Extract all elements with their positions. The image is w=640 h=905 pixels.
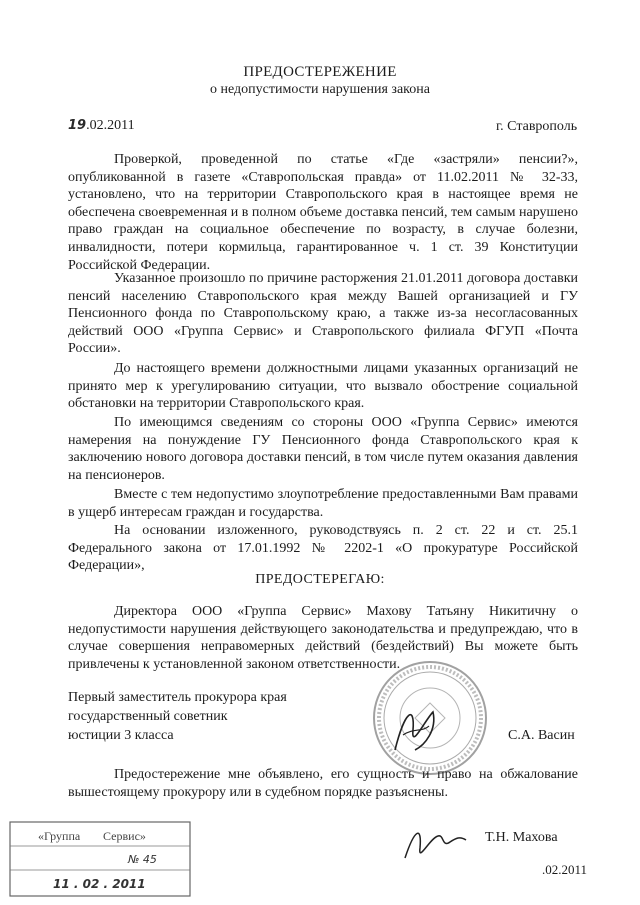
paragraph-3: До настоящего времени должностными лицами указанных организаций не принято мер к урегулированию ситуации, что вызвало обострение социальной обстановки на территории Ставропольского края. [68,361,578,412]
recipient-signature [400,818,470,868]
acknowledgement-text: Предостережение мне объявлено, его сущность и право на обжалование вышестоящему прокурору или в судебном порядке разъяснены. [68,767,578,800]
prosecutor-signature [385,700,445,760]
signatory-title-line-1: Первый заместитель прокурора края [68,690,287,705]
incoming-stamp-org: «Группа [38,829,81,843]
paragraph-5: Вместе с тем недопустимо злоупотребление предоставленными Вам правами в ущерб интересам граждан и государства. [68,487,578,520]
signatory-title-line-2: государственный советник [68,709,228,724]
paragraph-4: По имеющимся сведениям со стороны ООО «Группа Сервис» имеются намерения на понуждение ГУ Пенсионного фонда Ставропольского края к заключению нового договора доставки пенсий, в том числе путем оказания давления на пенсионеров. [68,415,578,483]
warning-heading: ПРЕДОСТЕРЕГАЮ: [255,572,385,587]
date-month-year: .02.2011 [86,118,135,133]
date-day-handwritten: 19 [68,118,87,133]
paragraph-2: Указанное произошло по причине расторжения 21.01.2011 договора доставки пенсий населению Ставропольского края между Вашей организацией и ГУ Пенсионного фонда по Ставропольскому краю, а также из-за несогласованных действий ООО «Группа Сервис» и Ставропольского филиала ФГУП «Почта России». [68,271,578,357]
document-date [68,118,135,134]
incoming-stamp-org-2: Сервис» [103,829,146,843]
recipient-name: Т.Н. Махова [485,830,558,845]
paragraph-1: Проверкой, проведенной по статье «Где «застряли» пенсии?», опубликованной в газете «Ставропольская правда» от 11.02.2011 № 32-33, установлено, что на территории Ставропольского края в настоящее время не обеспечена своевременная и в полном объеме доставка пенсий, тем самым нарушено право граждан на социальное обеспечение по возрасту, в случае болезни, инвалидности, потери кормильца, гарантированное ч. 1 ст. 39 Конституции Российской Федерации. [68,152,578,273]
document-subtitle: о недопустимости нарушения закона [210,82,430,97]
incoming-stamp-number: № 45 [128,853,157,866]
signatory-name: С.А. Васин [508,728,575,743]
incoming-registration-stamp [8,820,238,898]
signatory-title-line-3: юстиции 3 класса [68,728,174,743]
document-city: г. Ставрополь [496,119,578,134]
document-title: ПРЕДОСТЕРЕЖЕНИЕ [243,64,397,80]
warning-text: Директора ООО «Группа Сервис» Махову Татьяну Никитичну о недопустимости нарушения действующего законодательства и предупреждаю, что в случае совершения неправомерных действий (бездействий) Вы можете быть привлечены к установленной законом ответственности. [68,604,578,672]
incoming-stamp-date: 11 . 02 . 2011 [53,877,146,891]
recipient-date: .02.2011 [542,862,588,877]
paragraph-6: На основании изложенного, руководствуясь п. 2 ст. 22 и ст. 25.1 Федерального закона от 17.01.1992 № 2202-1 «О прокуратуре Российской Федерации», [68,523,578,574]
